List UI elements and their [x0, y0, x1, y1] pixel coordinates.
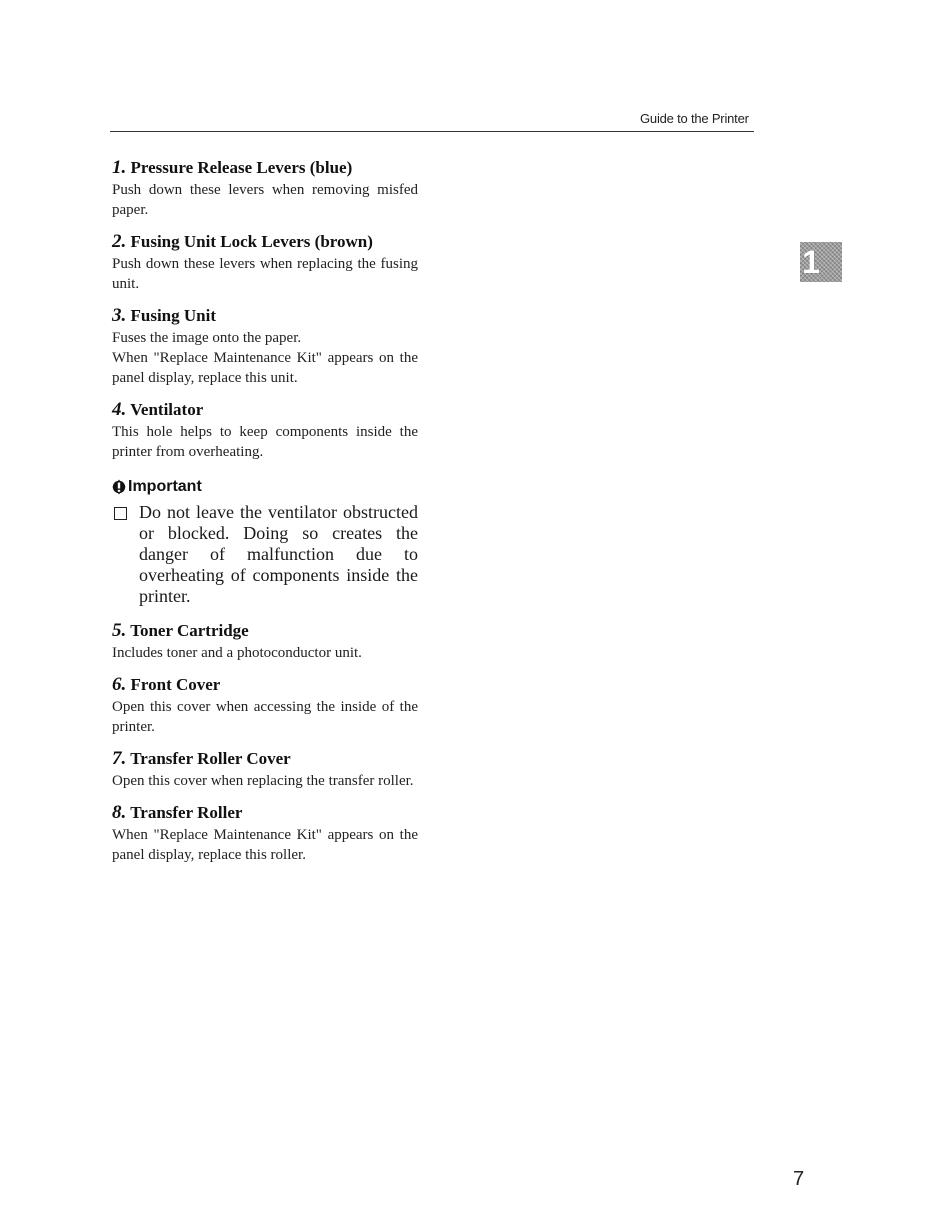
header-rule [110, 131, 754, 132]
item-heading [112, 156, 418, 180]
checkbox-icon [114, 507, 127, 520]
important-note [112, 476, 418, 607]
item-description: Push down these levers when replacing the fusing unit. [112, 256, 418, 292]
important-label: Important [128, 478, 202, 495]
item-number: 5. [112, 620, 127, 641]
item-heading [112, 619, 418, 643]
item-number: 2. [112, 231, 127, 252]
item-number: 6. [112, 674, 127, 695]
item-title: Fusing Unit [130, 306, 216, 325]
item-description: Fuses the image onto the paper. [112, 330, 302, 346]
item-description: When "Replace Maintenance Kit" appears on the panel display, replace this unit. [112, 350, 418, 386]
item-description: Includes toner and a photoconductor unit. [112, 645, 362, 661]
item-heading [112, 747, 418, 771]
running-head: Guide to the Printer [640, 111, 749, 126]
list-item [112, 502, 418, 607]
item-heading [112, 801, 418, 825]
important-text: Do not leave the ventilator obstructed or blocked. Doing so creates the danger of malfunction due to overheating of components inside the printer. [139, 502, 418, 606]
item-3 [112, 304, 418, 388]
item-number: 7. [112, 748, 127, 769]
item-list [112, 156, 418, 875]
item-title: Pressure Release Levers (blue) [130, 158, 353, 177]
important-list [112, 502, 418, 607]
item-description: When "Replace Maintenance Kit" appears on the panel display, replace this roller. [112, 827, 418, 863]
item-title: Fusing Unit Lock Levers (brown) [130, 232, 373, 251]
chapter-tab [800, 242, 842, 282]
item-description: Open this cover when replacing the transfer roller. [112, 773, 414, 789]
item-number: 8. [112, 802, 127, 823]
item-8 [112, 801, 418, 865]
item-heading [112, 304, 418, 328]
item-title: Ventilator [130, 400, 204, 419]
item-title: Transfer Roller Cover [130, 749, 291, 768]
important-heading [112, 476, 418, 498]
item-heading [112, 398, 418, 422]
item-description: This hole helps to keep components inside the printer from overheating. [112, 424, 418, 460]
item-6 [112, 673, 418, 737]
item-title: Transfer Roller [130, 803, 243, 822]
important-icon [112, 479, 126, 495]
item-number: 1. [112, 157, 127, 178]
item-heading [112, 673, 418, 697]
item-4 [112, 398, 418, 462]
item-1 [112, 156, 418, 220]
item-number: 3. [112, 305, 127, 326]
item-heading [112, 230, 418, 254]
item-title: Front Cover [130, 675, 221, 694]
item-7 [112, 747, 418, 791]
item-number: 4. [112, 399, 127, 420]
item-description: Open this cover when accessing the inside of the printer. [112, 699, 418, 735]
item-5 [112, 619, 418, 663]
item-description: Push down these levers when removing misfed paper. [112, 182, 418, 218]
item-2 [112, 230, 418, 294]
item-title: Toner Cartridge [130, 621, 249, 640]
chapter-tab-number: 1 [802, 244, 820, 280]
page-number: 7 [793, 1168, 805, 1190]
